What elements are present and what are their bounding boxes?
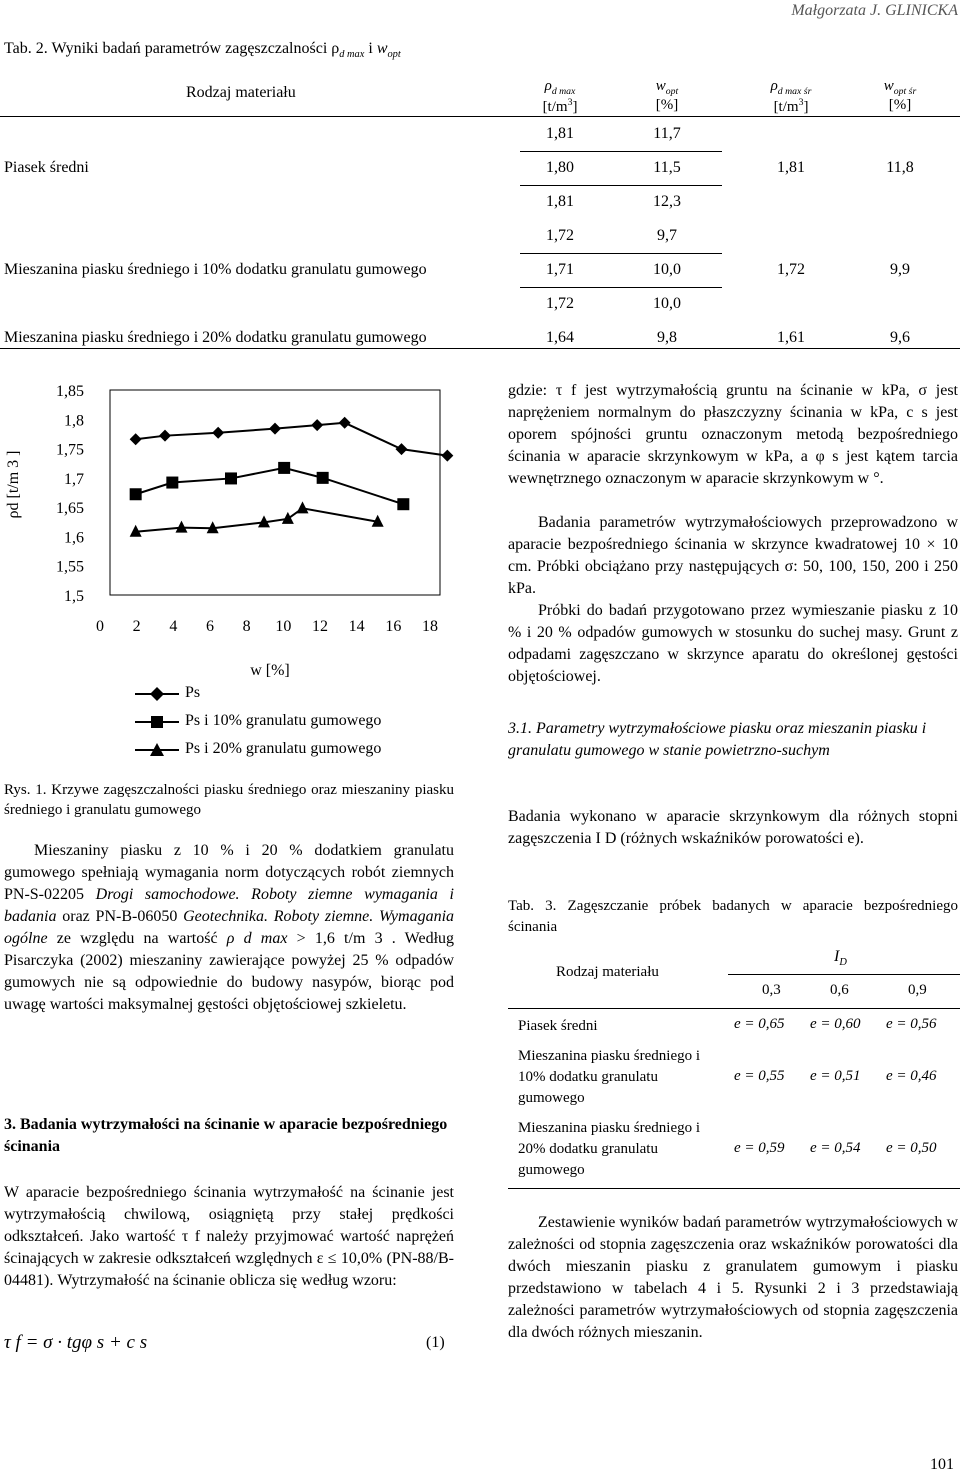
data-point (269, 423, 281, 435)
table2-bottom-rule (0, 348, 960, 349)
table2-w-cell: 9,7 (657, 227, 677, 244)
table2-w-cell: 11,7 (653, 125, 681, 142)
table2-row-rule (520, 151, 722, 152)
table2-caption: Tab. 2. Wyniki badań parametrów zagęszczalności $\rho_{d max}$ i $w_{opt}$ (4, 40, 401, 61)
y-tick-label: 1,8 (64, 412, 84, 430)
left-paragraph-norms: Mieszaniny piasku z 10 % i 20 % dodatkiem granulatu gumowego spełniają wymagania norm dotyczących robót ziemnych PN-S-02205 Drogi samochodowe. Roboty ziemne wymagania i badania oraz PN-B-06050 Geotechnika. Roboty ziemne. Wymagania ogólne ze względu na wartość ρ d max > 1,6 t/m 3 . Według Pisarczyka (2002) mieszaniny zawierające powyżej 25 % odpadów gumowych nie są odpowiednie do budowy nasypów, biorąc pod uwagę wartości maksymalnej gęstości objętościowej szkieletu. (4, 842, 455, 1013)
data-point (176, 521, 188, 533)
table3-header-id: $I_D$ (834, 948, 847, 969)
table3-header-material: Rodzaj materiału (556, 964, 659, 980)
data-point (130, 488, 142, 500)
table2-w-cell: 12,3 (653, 193, 681, 210)
table3-e-cell: e = 0,46 (886, 1068, 937, 1084)
x-tick-label: 10 (275, 618, 292, 635)
right-paragraph-samples: Próbki do badań przygotowano przez wymieszanie piasku z 10 % i 20 % odpadów gumowych w stosunku do suchej masy. Grunt z odpadami zagęszczano w skrzynce aparatu do określonej gęstości objętościowej. (508, 602, 958, 685)
section-3-1-heading: 3.1. Parametry wytrzymałościowe piasku oraz mieszanin piasku i granulatu gumowego w stanie powietrzno-suchym (508, 720, 927, 759)
x-tick-label: 8 (242, 618, 251, 635)
table2-rho-sr-cell: 1,81 (777, 159, 805, 176)
table3-e-cell: e = 0,50 (886, 1140, 937, 1156)
table2-rho-cell: 1,72 (546, 227, 574, 244)
table2-rho-sr-cell: 1,61 (777, 329, 805, 346)
table3-material-cell: Mieszanina piasku średniego i 10% dodatku granulatu gumowego (518, 1048, 701, 1106)
y-axis-label: ρd [t/m 3 ] (5, 450, 22, 519)
table2-row-rule (520, 287, 722, 288)
table2-material-cell: Piasek średni (4, 159, 89, 176)
table2-header-material: Rodzaj materiału (186, 84, 296, 101)
formula-1: τ f = σ · tgφ s + c s (4, 1332, 148, 1353)
data-point (396, 443, 408, 455)
legend-item-ps (135, 684, 435, 704)
y-tick-label: 1,7 (64, 470, 84, 488)
running-header-author: Małgorzata J. GLINICKA (791, 2, 958, 19)
table2-row-rule (520, 185, 722, 186)
table3-e-cell: e = 0,59 (734, 1140, 785, 1156)
page-number: 101 (930, 1456, 954, 1473)
figure1-caption: Rys. 1. Krzywe zagęszczalności piasku średniego oraz mieszaniny piasku średniego i granulatu gumowego (4, 782, 454, 818)
right-paragraph-summary: Zestawienie wyników badań parametrów wytrzymałościowych w zależności od stopnia zagęszczenia oraz wskaźników porowatości dla dwóch mieszanin piasku z granulatem gumowym i piasku przedstawiono w tabelach 4 i 5. Rysunki 2 i 3 przedstawiają zależności parametrów wytrzymałościowych od stopnia zagęszczenia dla dwóch różnych mieszanin. (508, 1214, 958, 1341)
x-tick-label: 18 (422, 618, 438, 635)
data-point (297, 501, 309, 513)
x-axis-label: w [%] (250, 662, 290, 679)
table2-row-rule (520, 253, 722, 254)
x-tick-label: 4 (169, 618, 178, 635)
data-point (317, 472, 329, 484)
plot-frame (110, 390, 440, 595)
table2-header-rho: $\rho_{d max}$ $[t/m^3]$ (542, 78, 578, 115)
table2-w-sr-cell: 9,9 (890, 261, 910, 278)
formula-number: (1) (426, 1334, 445, 1351)
series-line (136, 508, 378, 531)
left-paragraph-shear: W aparacie bezpośredniego ścinania wytrzymałość na ścinanie jest wytrzymałością chwilową, osiągniętą przy stałej prędkości odkształceń. Jako wartość τ f należy przyjmować wartość naprężeń ścinających w zakresie odkształceń względnych ε ≤ 10,0% (PN-88/B-04481). Wytrzymałość na ścinanie oblicza się według wzoru: (4, 1184, 454, 1289)
data-point (212, 427, 224, 439)
y-tick-label: 1,6 (64, 529, 84, 547)
x-tick-label: 6 (206, 618, 214, 635)
x-tick-label: 14 (348, 618, 365, 635)
data-point (225, 472, 237, 484)
table3-id-value: 0,3 (762, 982, 781, 998)
table2-header-rule (0, 116, 960, 117)
x-tick-label: 12 (312, 618, 328, 635)
data-point (159, 430, 171, 442)
x-tick-label: 16 (385, 618, 402, 635)
table2-material-cell: Mieszanina piasku średniego i 20% dodatku granulatu gumowego (4, 329, 427, 346)
table3-id-value: 0,6 (830, 982, 849, 998)
y-tick-label: 1,5 (64, 588, 84, 605)
data-point (441, 450, 453, 462)
table3-material-cell: Piasek średni (518, 1018, 598, 1034)
table3-id-rule (728, 974, 960, 975)
section-3-heading: 3. Badania wytrzymałości na ścinanie w aparacie bezpośredniego ścinania (4, 1116, 448, 1155)
data-point (311, 419, 323, 431)
table3-e-cell: e = 0,60 (810, 1016, 861, 1032)
data-point (166, 477, 178, 489)
table3-e-cell: e = 0,55 (734, 1068, 785, 1084)
table2-rho-cell: 1,81 (546, 125, 574, 142)
table2-rho-cell: 1,71 (546, 261, 574, 278)
legend-label: Ps (185, 684, 201, 701)
data-point (278, 462, 290, 474)
table3-e-cell: e = 0,51 (810, 1068, 861, 1084)
x-tick-label: 0 (96, 618, 104, 635)
table2-rho-cell: 1,64 (546, 329, 574, 346)
table2-rho-cell: 1,80 (546, 159, 574, 176)
compaction-chart (0, 375, 480, 765)
right-paragraph-where: gdzie: τ f jest wytrzymałością gruntu na ścinanie w kPa, σ jest naprężeniem normalnym do płaszczyzny ścinania w kPa, c s jest oporem spójności gruntu oznaczonym metodą bezpośredniego ścinania w aparacie skrzynkowym w kPa, a φ s jest kątem tarcia wewnętrznego oznaczonym w aparacie skrzynkowym w °. (508, 382, 958, 487)
legend-item-ps-20 (135, 740, 435, 760)
table2-rho-cell: 1,72 (546, 295, 574, 312)
table3-e-cell: e = 0,56 (886, 1016, 937, 1032)
table2-w-cell: 9,8 (657, 329, 677, 346)
table2-w-sr-cell: 9,6 (890, 329, 910, 346)
table3-e-cell: e = 0,54 (810, 1140, 861, 1156)
table3-id-value: 0,9 (908, 982, 927, 998)
table2-w-sr-cell: 11,8 (886, 159, 914, 176)
table3-caption: Tab. 3. Zagęszczanie próbek badanych w aparacie bezpośredniego ścinania (508, 898, 958, 935)
y-tick-label: 1,65 (56, 500, 84, 518)
table2-w-cell: 11,5 (653, 159, 681, 176)
data-point (397, 498, 409, 510)
right-paragraph-id: Badania wykonano w aparacie skrzynkowym dla różnych stopni zagęszczenia I D (różnych wskaźników porowatości e). (508, 808, 958, 847)
x-tick-label: 2 (132, 618, 141, 635)
table2-header-w: $w_{opt}$ [%] (655, 78, 679, 113)
data-point (130, 433, 142, 445)
table3-e-cell: e = 0,65 (734, 1016, 785, 1032)
y-tick-label: 1,85 (56, 383, 84, 400)
legend-label: Ps i 10% granulatu gumowego (185, 712, 382, 729)
table2-w-cell: 10,0 (653, 295, 681, 312)
y-tick-label: 1,55 (56, 558, 84, 576)
data-point (339, 417, 351, 429)
table2-header-w-sr: $w_{opt śr}$ [%] (883, 78, 917, 113)
table3-bottom-rule (508, 1188, 960, 1189)
table2-w-cell: 10,0 (653, 261, 681, 278)
table3-material-cell: Mieszanina piasku średniego i 20% dodatku granulatu gumowego (518, 1120, 701, 1178)
table2-header-rho-sr: $\rho_{d max śr}$ $[t/m^3]$ (770, 78, 812, 115)
legend-label: Ps i 20% granulatu gumowego (185, 740, 382, 757)
y-tick-label: 1,75 (56, 441, 84, 459)
table3-header-rule (508, 1008, 960, 1009)
legend-item-ps-10 (135, 712, 435, 732)
table2-material-cell: Mieszanina piasku średniego i 10% dodatku granulatu gumowego (4, 261, 427, 278)
data-point (282, 512, 294, 524)
right-paragraph-apparatus: Badania parametrów wytrzymałościowych przeprowadzono w aparacie bezpośredniego ścinania w skrzynce kwadratowej 10 × 10 cm. Próbki obciążano przy następujących σ: 50, 100, 150, 200 i 250 kPa. (508, 514, 958, 597)
table2-rho-cell: 1,81 (546, 193, 574, 210)
table2-rho-sr-cell: 1,72 (777, 261, 805, 278)
